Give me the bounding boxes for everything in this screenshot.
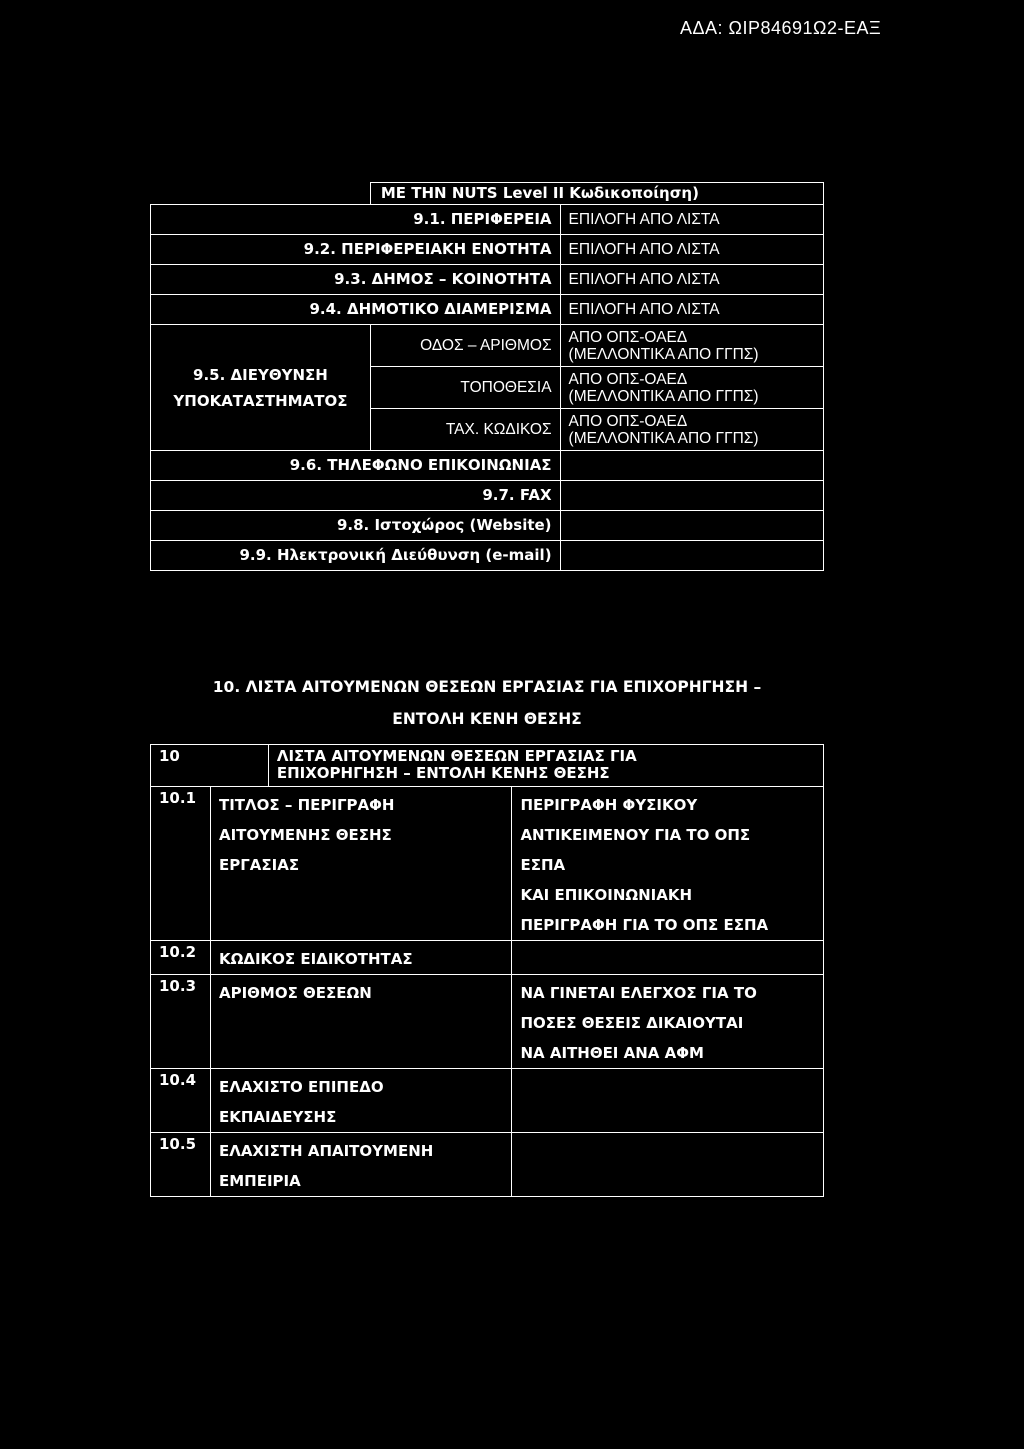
row-num: 10.5 <box>151 1133 211 1197</box>
contact-label: 9.6. ΤΗΛΕΦΩΝΟ ΕΠΙΚΟΙΝΩΝΙΑΣ <box>151 451 561 481</box>
row-value: ΕΠΙΛΟΓΗ ΑΠΟ ΛΙΣΤΑ <box>560 295 823 325</box>
section-10-subheading: ΕΝΤΟΛΗ ΚΕΝΗ ΘΕΣΗΣ <box>392 710 582 728</box>
row-note: ΠΕΡΙΓΡΑΦΗ ΦΥΣΙΚΟΥ ΑΝΤΙΚΕΙΜΕΝΟΥ ΓΙΑ ΤΟ ΟΠΣ ΕΣΠΑ ΚΑΙ ΕΠΙΚΟΙΝΩΝΙΑΚΗ ΠΕΡΙΓΡΑΦΗ ΓΙΑ ΤΟ ΟΠΣ ΕΣΠΑ <box>512 787 824 941</box>
row-label: ΕΛΑΧΙΣΤΟ ΕΠΙΠΕΔΟ ΕΚΠΑΙΔΕΥΣΗΣ <box>210 1069 511 1133</box>
row-note <box>512 1133 824 1197</box>
row-label: 9.3. ΔΗΜΟΣ – ΚΟΙΝΟΤΗΤΑ <box>151 265 561 295</box>
row-num: 10.4 <box>151 1069 211 1133</box>
contact-value <box>560 451 823 481</box>
row-note: ΝΑ ΓΙΝΕΤΑΙ ΕΛΕΓΧΟΣ ΓΙΑ ΤΟ ΠΟΣΕΣ ΘΕΣΕΙΣ ΔΙΚΑΙΟΥΤΑΙ ΝΑ ΑΙΤΗΘΕΙ ΑΝΑ ΑΦΜ <box>512 975 824 1069</box>
row-value: ΕΠΙΛΟΓΗ ΑΠΟ ΛΙΣΤΑ <box>560 265 823 295</box>
branch-info-table <box>150 182 824 571</box>
table-10-num: 10 <box>151 745 269 787</box>
address-sub-label: ΤΑΧ. ΚΩΔΙΚΟΣ <box>370 409 560 451</box>
row-value: ΕΠΙΛΟΓΗ ΑΠΟ ΛΙΣΤΑ <box>560 205 823 235</box>
address-sub-value: ΑΠΟ ΟΠΣ-ΟΑΕΔ (ΜΕΛΛΟΝΤΙΚΑ ΑΠΟ ΓΓΠΣ) <box>560 325 823 367</box>
row-label: ΑΡΙΘΜΟΣ ΘΕΣΕΩΝ <box>210 975 511 1069</box>
contact-value <box>560 541 823 571</box>
contact-value <box>560 481 823 511</box>
row-num: 10.1 <box>151 787 211 941</box>
job-positions-table <box>150 744 824 1197</box>
address-label: 9.5. ΔΙΕΥΘΥΝΣΗ ΥΠΟΚΑΤΑΣΤΗΜΑΤΟΣ <box>151 325 371 451</box>
row-label: ΕΛΑΧΙΣΤΗ ΑΠΑΙΤΟΥΜΕΝΗ ΕΜΠΕΙΡΙΑ <box>210 1133 511 1197</box>
row-note <box>512 1069 824 1133</box>
address-sub-value: ΑΠΟ ΟΠΣ-ΟΑΕΔ (ΜΕΛΛΟΝΤΙΚΑ ΑΠΟ ΓΓΠΣ) <box>560 367 823 409</box>
row-note <box>512 941 824 975</box>
row-label: ΚΩΔΙΚΟΣ ΕΙΔΙΚΟΤΗΤΑΣ <box>210 941 511 975</box>
ada-code: ΑΔΑ: ΩΙΡ84691Ω2-ΕΑΞ <box>680 18 882 38</box>
contact-label: 9.8. Ιστοχώρος (Website) <box>151 511 561 541</box>
row-label: 9.1. ΠΕΡΙΦΕΡΕΙΑ <box>151 205 561 235</box>
nuts-note: ΜΕ ΤΗΝ NUTS Level II Κωδικοποίηση) <box>370 183 823 205</box>
row-label: 9.4. ΔΗΜΟΤΙΚΟ ΔΙΑΜΕΡΙΣΜΑ <box>151 295 561 325</box>
contact-label: 9.7. FAX <box>151 481 561 511</box>
section-10-heading: 10. ΛΙΣΤΑ ΑΙΤΟΥΜΕΝΩΝ ΘΕΣΕΩΝ ΕΡΓΑΣΙΑΣ ΓΙΑ ΕΠΙΧΟΡΗΓΗΣΗ – <box>212 678 762 696</box>
row-value: ΕΠΙΛΟΓΗ ΑΠΟ ΛΙΣΤΑ <box>560 235 823 265</box>
address-sub-label: ΟΔΟΣ – ΑΡΙΘΜΟΣ <box>370 325 560 367</box>
row-label: ΤΙΤΛΟΣ – ΠΕΡΙΓΡΑΦΗ ΑΙΤΟΥΜΕΝΗΣ ΘΕΣΗΣ ΕΡΓΑΣΙΑΣ <box>210 787 511 941</box>
address-sub-label: ΤΟΠΟΘΕΣΙΑ <box>370 367 560 409</box>
row-num: 10.2 <box>151 941 211 975</box>
table-10-title: ΛΙΣΤΑ ΑΙΤΟΥΜΕΝΩΝ ΘΕΣΕΩΝ ΕΡΓΑΣΙΑΣ ΓΙΑ ΕΠΙΧΟΡΗΓΗΣΗ – ΕΝΤΟΛΗ ΚΕΝΗΣ ΘΕΣΗΣ <box>268 745 823 787</box>
contact-value <box>560 511 823 541</box>
row-label: 9.2. ΠΕΡΙΦΕΡΕΙΑΚΗ ΕΝΟΤΗΤΑ <box>151 235 561 265</box>
row-num: 10.3 <box>151 975 211 1069</box>
address-sub-value: ΑΠΟ ΟΠΣ-ΟΑΕΔ (ΜΕΛΛΟΝΤΙΚΑ ΑΠΟ ΓΓΠΣ) <box>560 409 823 451</box>
contact-label: 9.9. Ηλεκτρονική Διεύθυνση (e-mail) <box>151 541 561 571</box>
